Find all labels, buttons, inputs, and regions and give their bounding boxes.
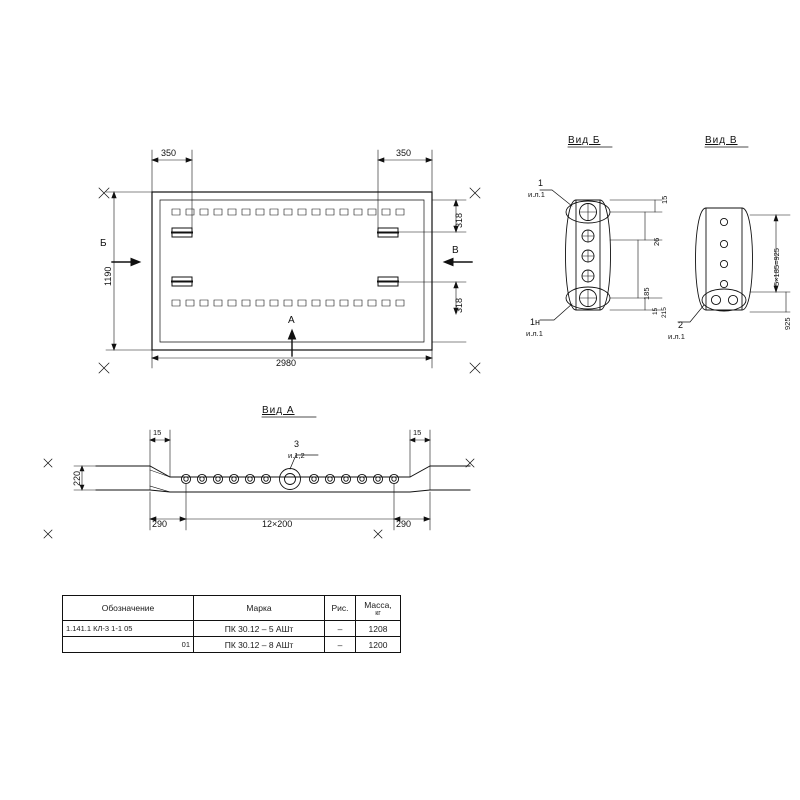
view-b-dim-26: 26 [652,237,661,246]
table-row [63,621,401,637]
header-ris: Рис. [325,596,356,621]
view-b-dim-215: 215 [661,307,668,318]
view-b-dim-15: 15 [660,195,669,204]
view-v-title: Вид В [705,135,738,146]
view-a-dim-right-end: 290 [396,519,412,529]
view-a-dim-left-end: 290 [152,519,168,529]
header-mass-line1: Масса, [364,599,392,610]
plan-dim-edge-top: 318 [454,212,464,228]
view-b-dim-15b: 15 [652,307,659,315]
row1-designation: 01 [63,637,194,653]
plan-dim-height: 1190 [103,266,113,286]
view-a-callout-number: 3 [294,439,300,449]
table-row [63,637,401,653]
row0-designation: 1.141.1 КЛ-3 1-1 05 [63,621,194,637]
row0-ris: – [325,621,356,637]
plan-dim-length: 2980 [276,358,297,368]
row1-mass: 1200 [356,637,401,653]
table-header-row [63,596,401,621]
view-b-callout1-number: 1 [538,178,544,188]
plan-dim-left-offset: 350 [161,148,177,158]
header-mass [356,596,401,621]
row0-mark: ПК 30.12 – 5 АШт [194,621,325,637]
view-a-dim-thickness: 220 [72,470,82,486]
view-b-callout2-ref: и.л.1 [526,329,543,338]
header-designation: Обозначение [63,596,194,621]
plan-section-mark-v: В [452,245,459,256]
view-a-dim-left-edge: 15 [153,428,162,437]
view-b-dim-185: 185 [642,287,651,300]
header-mass-unit: кг [375,609,381,617]
view-b-callout1-ref: и.л.1 [528,190,545,199]
plan-dim-edge-bottom: 318 [454,297,464,313]
row0-mass: 1208 [356,621,401,637]
plan-dim-right-offset: 350 [396,148,412,158]
view-v-callout-number: 2 [678,320,684,330]
view-v-dim-series: 5×185=925 [772,248,781,286]
view-b-callout2-number: 1н [530,317,540,327]
plan-section-mark-a: А [288,315,295,326]
row1-ris: – [325,637,356,653]
view-v-callout-ref: и.л.1 [668,332,685,341]
specification-table [62,595,401,653]
view-a-dim-right-edge: 15 [413,428,422,437]
plan-section-mark-b: Б [100,238,107,249]
view-a-callout-ref: и.1,2 [288,451,305,460]
view-b-title: Вид Б [568,135,601,146]
view-a-title: Вид А [262,405,295,416]
view-a-dim-spacing: 12×200 [262,519,293,529]
view-v-dim-925: 925 [783,317,792,330]
row1-mark: ПК 30.12 – 8 АШт [194,637,325,653]
header-mark: Марка [194,596,325,621]
